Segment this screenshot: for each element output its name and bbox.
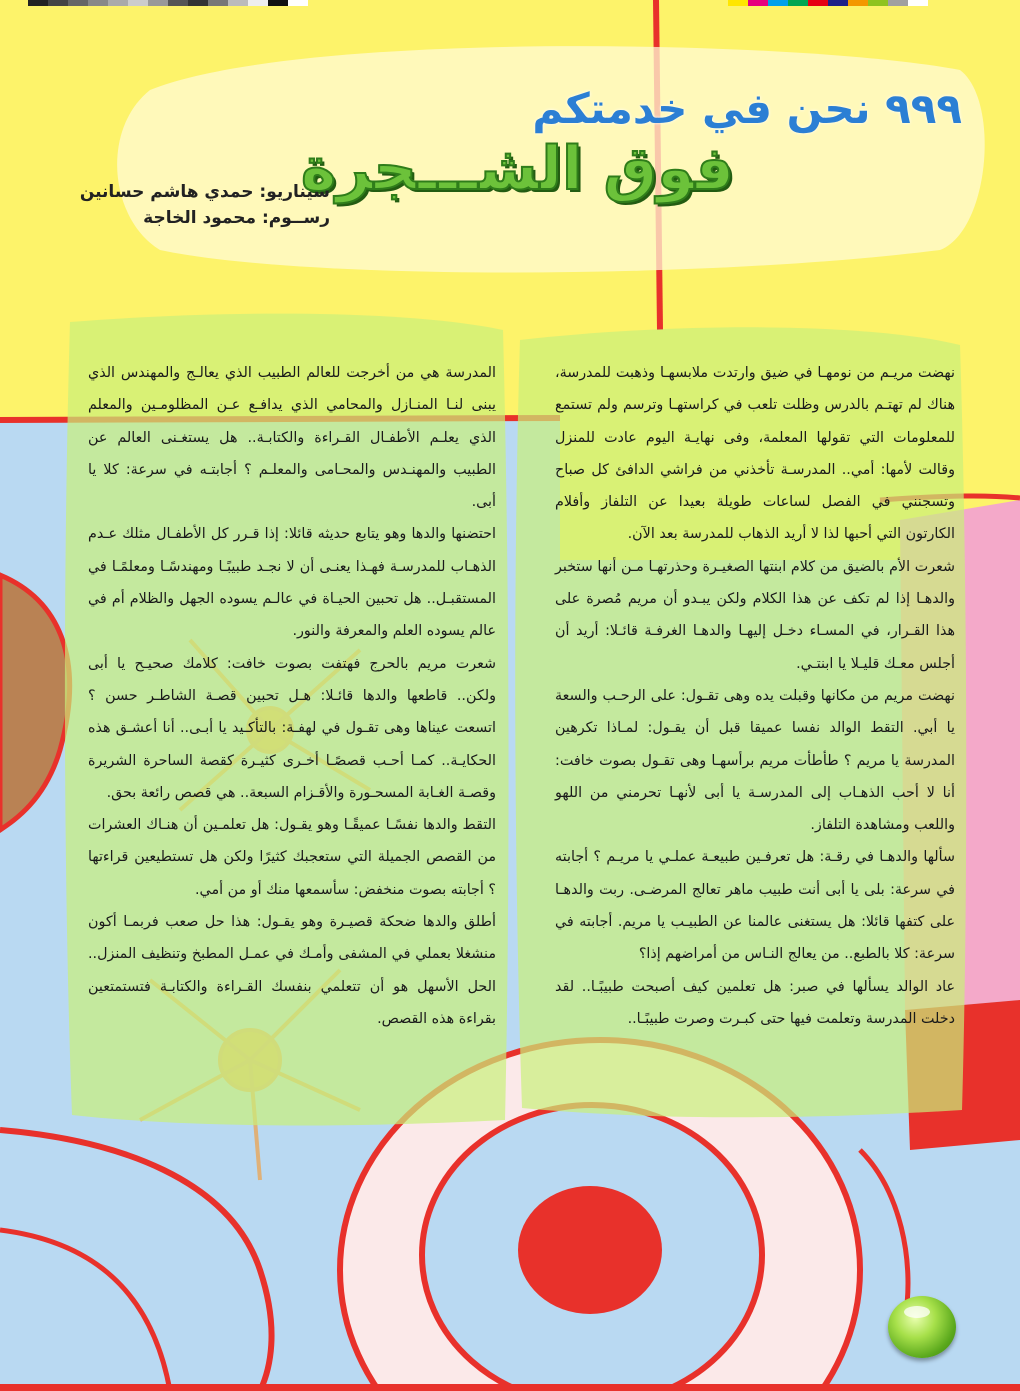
registration-strip-left (28, 0, 308, 6)
paragraph: نهضت مريم من مكانها وقبلت يده وهى تقـول: على الرحـب والسعة يا أبي. التقط الوالد نفسا عميقا قبل أن يقـول: لمـاذا تكرهين المدرسة يا مريم ؟ طأطأت مريم برأسهـا وهى تقـول بصوت خافت: أنا لا أحب الذهـاب إلى المدرسـة يا أبى لأنهـا تحرمني من اللهو واللعب ومشاهدة التلفاز. (555, 687, 955, 834)
paragraph: التقط والدها نفسًـا عميقًـا وهو يقـول: هل تعلمـين أن هنـاك العشرات من القصص الجميلة التي ستعجبك كثيرًا ولكن هل تستطيعين قراءتها ؟ أجابته بصوت منخفض: سأسمعها منك أو من أمي. (88, 817, 496, 898)
paragraph: سألها والدهـا في رقـة: هل تعرفـين طبيعـة عملـي يا مريـم ؟ أجابته في سرعة: بلى يا أبى أنت طبيب ماهر تعالج المرضـى. ربت والدهـا على كتفها قائلا: هل يستغنى عالمنا عن الطبيـب يا مريم. أجابته في سرعة: كلا بالطبع.. من يعالج النـاس من أمراضهم إذا؟ (555, 849, 955, 963)
registration-strip-right (728, 0, 928, 6)
story-column-left (88, 357, 496, 1035)
green-ball-icon (888, 1296, 956, 1358)
paragraph: نهضت مريـم من نومهـا في ضيق وارتدت ملابسهـا وذهبت للمدرسة، هناك لم تهتـم بالدرس وظلت تلعب في كراستهـا وترسم ولم تستمع للمعلومات التي تقولها المعلمة، وفى نهايـة اليوم عادت للمنزل وقالت لأمها: أمي.. المدرسـة تأخذني من فراشي الدافئ كل صباح وتسجنني في الفصل لساعات طويلة بعيدا عن التلفاز وأفلام الكارتون التي أحبها لذا لا أريد الذهاب للمدرسة بعد الآن. (555, 365, 955, 543)
paragraph: أطلق والدها ضحكة قصيـرة وهو يقـول: هذا حل صعب فربمـا أكون منشغلا بعملي في المشفى وأمـك في عمـل المطبخ وتنظيف المنزل.. الحل الأسهل هو أن تتعلمي بنفسك القـراءة والكتابـة فتستمتعين بقراءة هذه القصص. (88, 914, 496, 1027)
paragraph: المدرسة هي من أخرجت للعالم الطبيب الذي يعالـج والمهندس الذي يبنى لنـا المنـازل والمحامي الذي يدافـع عـن المظلومـين والمعلم الذي يعلـم الأطفـال القـراءة والكتابـة.. هل يستغـنى العالم عن الطبيب والمهنـدس والمحـامى والمعلـم ؟ أجابتـه في سرعة: كلا يا أبى. (88, 365, 496, 511)
title-block (342, 84, 962, 134)
scenario-credit: سيناريو: حمدي هاشم حسانين (79, 182, 330, 202)
paragraph: احتضنها والدها وهو يتابع حديثه قائلا: إذا قـرر كل الأطفـال مثلك عـدم الذهـاب للمدرسـة فهـذا يعنـى أن لا نجـد طبيبًـا ومهندسًـا ومعلمًـا في المستقبـل.. هل تحبين الحيـاة في عالـم يسوده الجهل والظلام أم في عالم يسوده العلم والمعرفة والنور. (88, 526, 496, 640)
paragraph: شعرت مريم بالحرج فهتفت بصوت خافت: كلامك صحيـح يا أبى ولكن.. قاطعها والدها قائـلا: هـل تحبين قصـة الشاطـر حسن ؟ اتسعت عيناها وهى تقـول في لهفـة: بالتأكـيد يا أبـى.. أنا أعشـق هذه الحكايـة.. كمـا أحـب قصصًـا أخـرى كثيـرة كقصة الساحرة الشريرة وقصـة الغـابة المسحـورة والأقـزام السبعة.. هي قصص رائعة بحق. (88, 655, 496, 801)
story-column-right (555, 357, 955, 1035)
paragraph: عاد الوالد يسألها في صبر: هل تعلمين كيف أصبحت طبيبًـا.. لقد دخلت المدرسة وتعلمت فيها حتى كبـرت وصرت طبيبًـا.. (555, 978, 955, 1027)
drawing-credit: رســوم: محمود الخاجة (143, 207, 330, 228)
credits (70, 180, 330, 231)
story-title: فوق الشـــجرة (300, 134, 734, 204)
series-title: ٩٩٩ نحن في خدمتكم (532, 84, 962, 133)
paragraph: شعرت الأم بالضيق من كلام ابنتها الصغيـرة وحذرتهـا مـن أنها ستخبر والدهـا إذا لم تكف عن هذا الكلام ولكن يبـدو أن مريم مُصرة على هذا القـرار، في المسـاء دخـل إليهـا والدهـا الغرفـة قائـلا: أريد أن أجلس معـك قليـلا يا ابنتـي. (555, 558, 955, 672)
